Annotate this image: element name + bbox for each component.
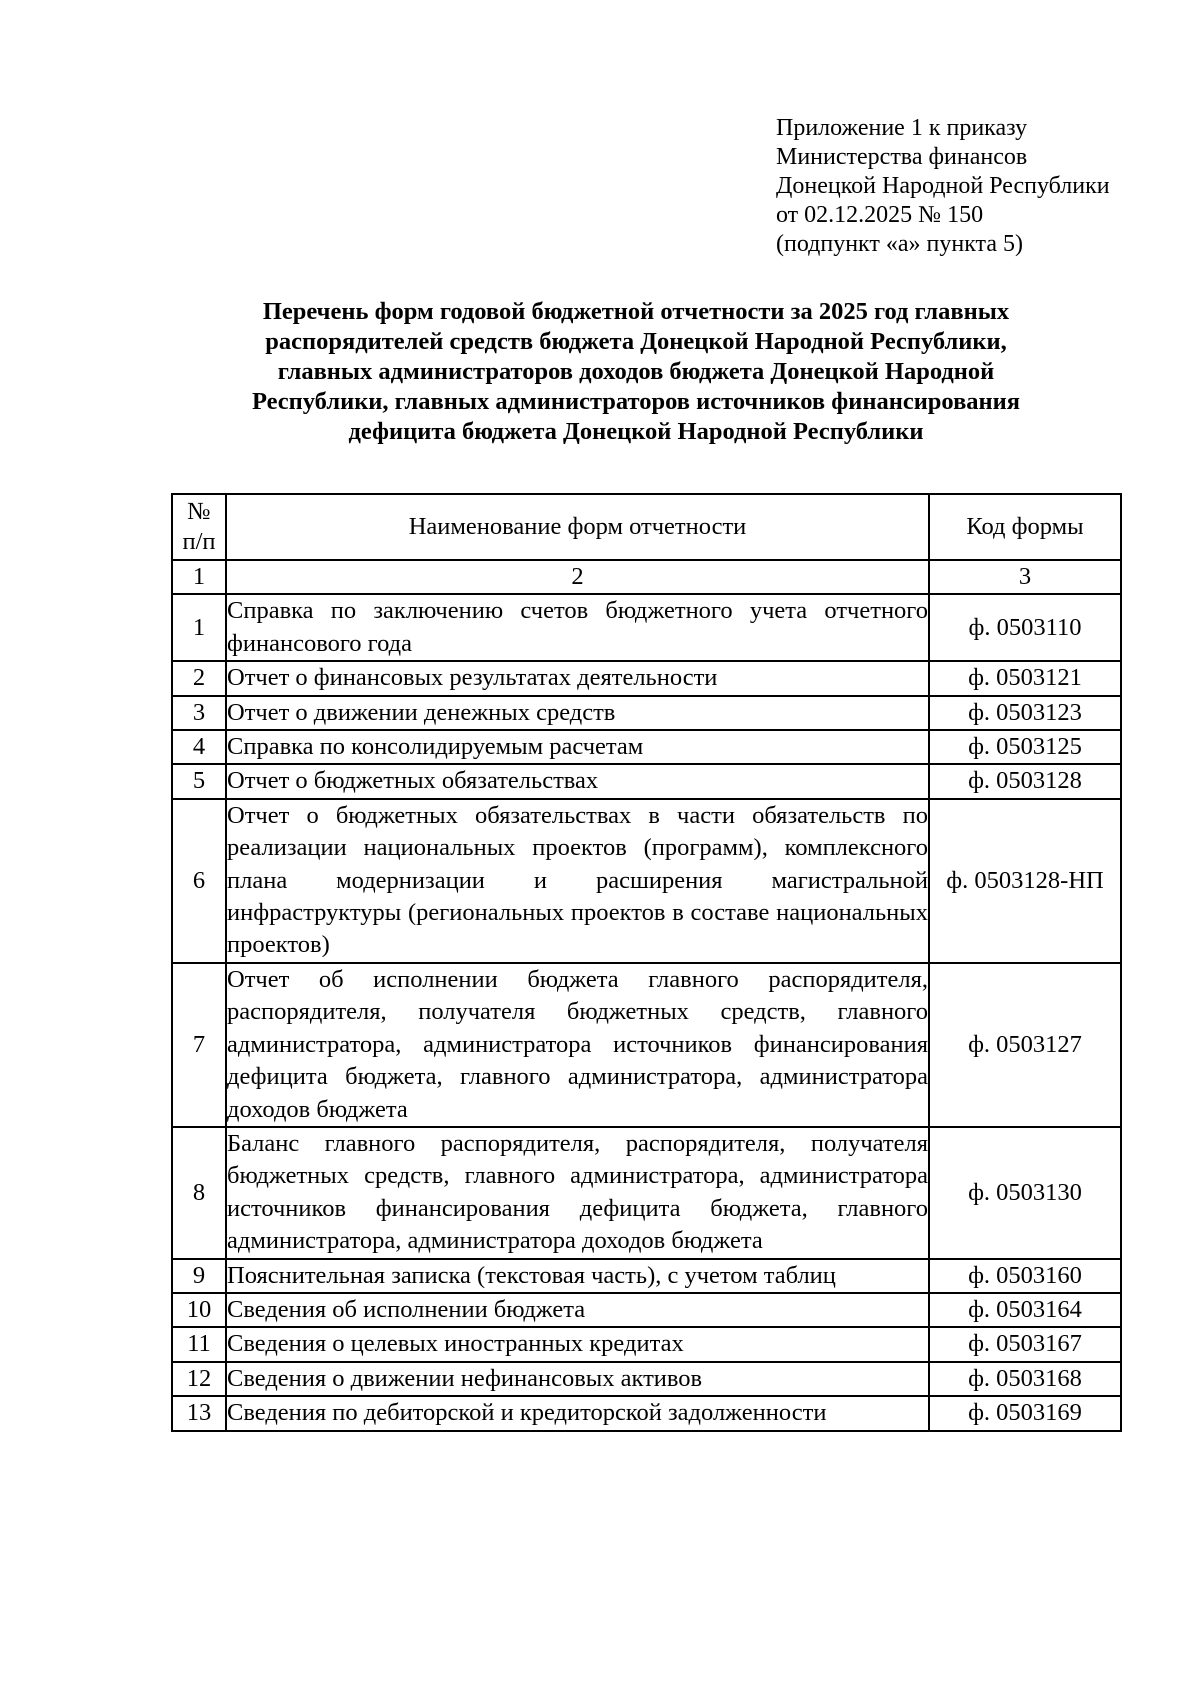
row-form-code: ф. 0503164	[929, 1293, 1121, 1327]
row-number: 3	[172, 696, 226, 730]
table-row	[172, 661, 1121, 695]
row-number: 2	[172, 661, 226, 695]
table-row	[172, 730, 1121, 764]
table-row	[172, 1362, 1121, 1396]
row-form-name: Сведения об исполнении бюджета	[226, 1293, 929, 1327]
table-header-row	[172, 494, 1121, 560]
row-form-name: Отчет о финансовых результатах деятельности	[226, 661, 929, 695]
table-row	[172, 1127, 1121, 1259]
table-row	[172, 799, 1121, 963]
table-row	[172, 1327, 1121, 1361]
table-row	[172, 764, 1121, 798]
row-form-code: ф. 0503123	[929, 696, 1121, 730]
appendix-line: Министерства финансов	[776, 144, 1028, 170]
table-row	[172, 1259, 1121, 1293]
row-number: 4	[172, 730, 226, 764]
row-form-name: Отчет об исполнении бюджета главного распорядителя, распорядителя, получателя бюджетных средств, главного администратора, администратора источников финансирования дефицита бюджета, главного администратора, администратора доходов бюджета	[226, 963, 929, 1127]
row-number: 11	[172, 1327, 226, 1361]
row-form-name: Баланс главного распорядителя, распорядителя, получателя бюджетных средств, главного администратора, администратора источников финансирования дефицита бюджета, главного администратора, администратора доходов бюджета	[226, 1127, 929, 1259]
document-title	[172, 297, 1100, 447]
title-line: распорядителей средств бюджета Донецкой Народной Республики,	[265, 328, 1007, 355]
table-row	[172, 1293, 1121, 1327]
forms-table	[171, 493, 1122, 1432]
appendix-block	[776, 114, 1110, 259]
row-form-name: Пояснительная записка (текстовая часть), с учетом таблиц	[226, 1259, 929, 1293]
row-number: 6	[172, 799, 226, 963]
title-line: Перечень форм годовой бюджетной отчетности за 2025 год главных	[262, 298, 1010, 325]
row-number: 1	[172, 594, 226, 661]
row-form-name: Отчет о бюджетных обязательствах	[226, 764, 929, 798]
row-form-code: ф. 0503128	[929, 764, 1121, 798]
table-row	[172, 594, 1121, 661]
appendix-line: от 02.12.2025 № 150	[776, 202, 984, 228]
row-form-code: ф. 0503168	[929, 1362, 1121, 1396]
row-form-code: ф. 0503110	[929, 594, 1121, 661]
appendix-line: Донецкой Народной Республики	[776, 173, 1110, 199]
table-row	[172, 963, 1121, 1127]
title-line: Республики, главных администраторов источников финансирования	[251, 388, 1021, 415]
row-form-code: ф. 0503121	[929, 661, 1121, 695]
appendix-line: (подпункт «а» пункта 5)	[776, 231, 1023, 257]
header-number-line1: №	[187, 498, 211, 525]
row-form-name: Справка по заключению счетов бюджетного учета отчетного финансового года	[226, 594, 929, 661]
row-number: 10	[172, 1293, 226, 1327]
column-number: 1	[172, 560, 226, 594]
table-row	[172, 696, 1121, 730]
header-number-line2: п/п	[182, 528, 216, 555]
column-number: 3	[929, 560, 1121, 594]
row-number: 12	[172, 1362, 226, 1396]
row-form-name: Справка по консолидируемым расчетам	[226, 730, 929, 764]
row-form-name: Сведения о целевых иностранных кредитах	[226, 1327, 929, 1361]
row-number: 7	[172, 963, 226, 1127]
row-number: 5	[172, 764, 226, 798]
column-number-row	[172, 560, 1121, 594]
row-form-code: ф. 0503128-НП	[929, 799, 1121, 963]
title-line: главных администраторов доходов бюджета Донецкой Народной	[277, 358, 995, 385]
row-form-code: ф. 0503169	[929, 1396, 1121, 1430]
header-name: Наименование форм отчетности	[226, 494, 929, 560]
row-form-name: Отчет о бюджетных обязательствах в части обязательств по реализации национальных проектов (программ), комплексного плана модернизации и расширения магистральной инфраструктуры (региональных проектов в составе национальных проектов)	[226, 799, 929, 963]
header-code: Код формы	[929, 494, 1121, 560]
row-number: 13	[172, 1396, 226, 1430]
table-row	[172, 1396, 1121, 1430]
column-number: 2	[226, 560, 929, 594]
appendix-line: Приложение 1 к приказу	[776, 115, 1028, 141]
row-number: 9	[172, 1259, 226, 1293]
row-form-code: ф. 0503125	[929, 730, 1121, 764]
row-form-code: ф. 0503160	[929, 1259, 1121, 1293]
row-form-code: ф. 0503127	[929, 963, 1121, 1127]
row-number: 8	[172, 1127, 226, 1259]
row-form-name: Отчет о движении денежных средств	[226, 696, 929, 730]
title-line: дефицита бюджета Донецкой Народной Республики	[348, 418, 924, 445]
row-form-name: Сведения о движении нефинансовых активов	[226, 1362, 929, 1396]
header-number	[172, 494, 226, 560]
row-form-code: ф. 0503130	[929, 1127, 1121, 1259]
row-form-name: Сведения по дебиторской и кредиторской задолженности	[226, 1396, 929, 1430]
row-form-code: ф. 0503167	[929, 1327, 1121, 1361]
